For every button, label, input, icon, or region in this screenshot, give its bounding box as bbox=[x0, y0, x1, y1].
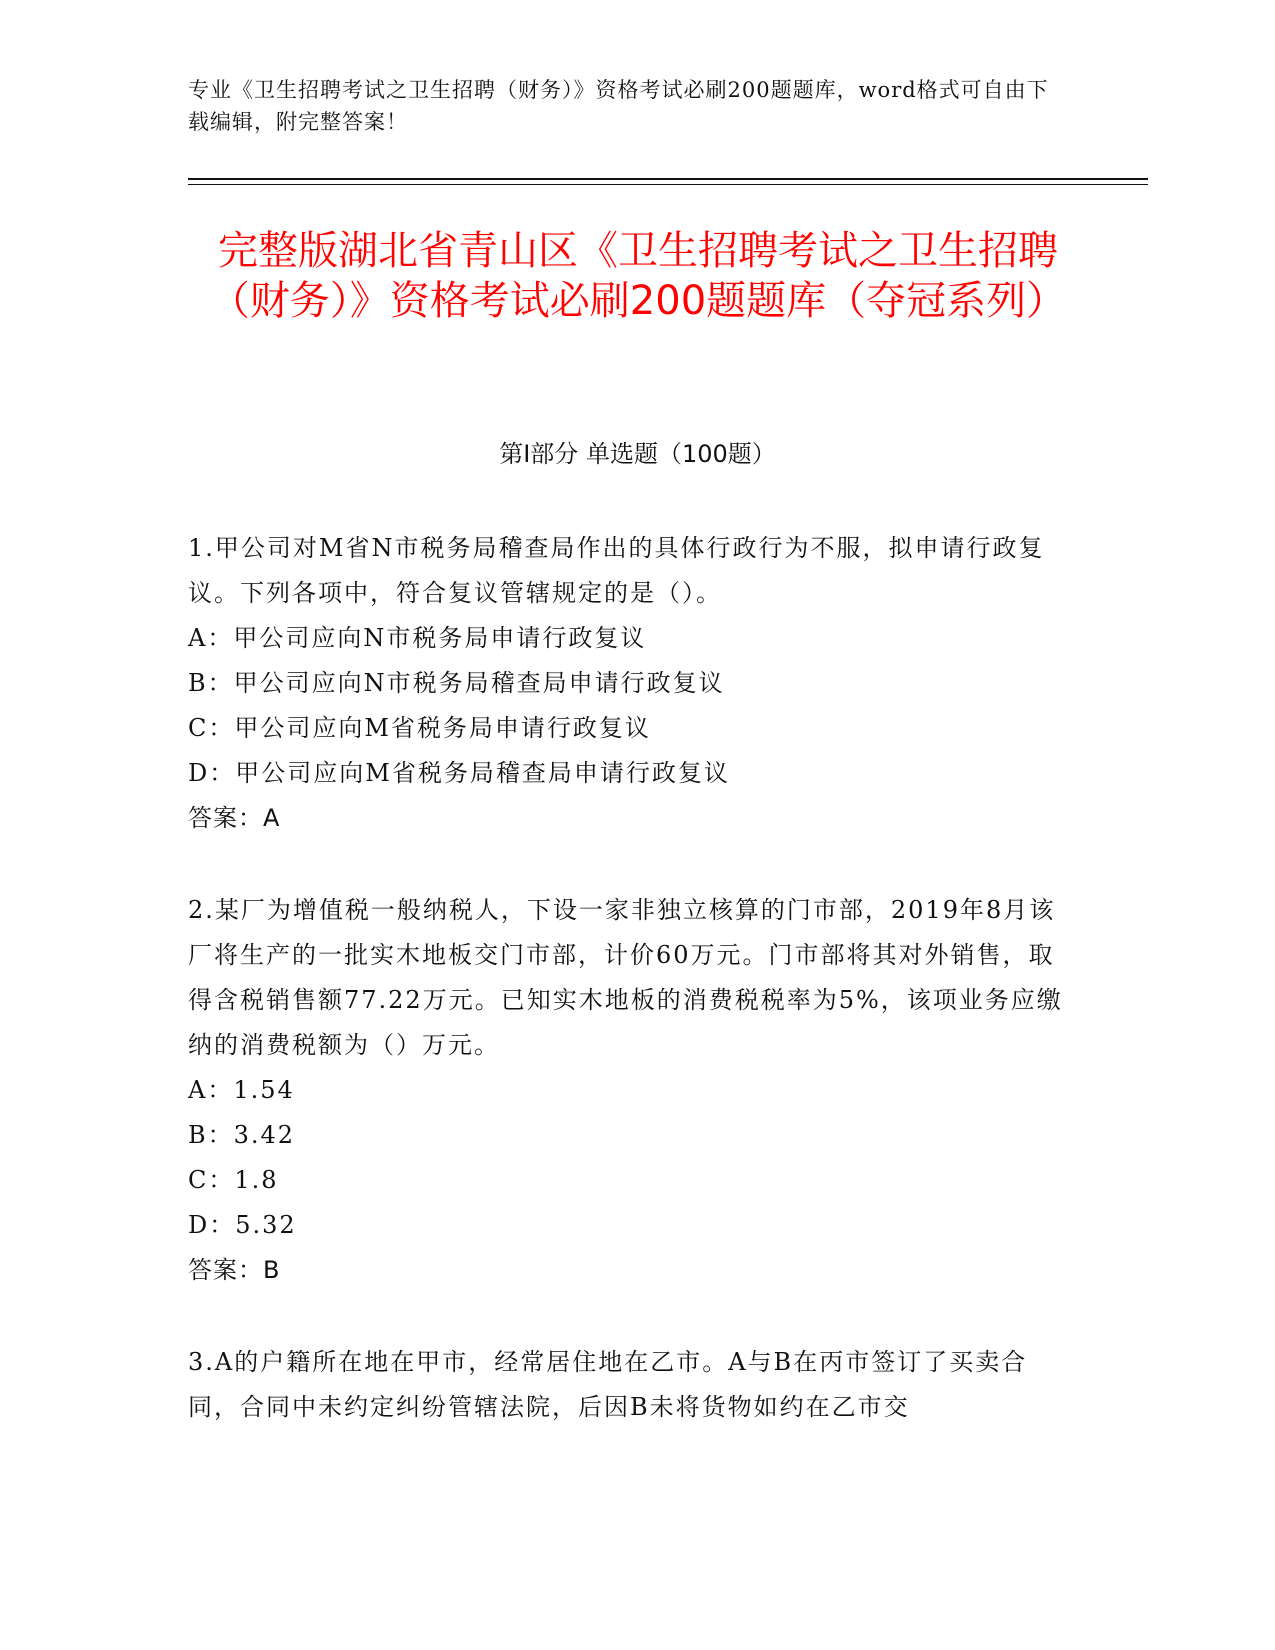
header-divider bbox=[188, 178, 1148, 180]
answer: 答案：B bbox=[188, 1256, 281, 1284]
question-stem: 1.甲公司对M省N市税务局稽查局作出的具体行政行为不服，拟申请行政复议。下列各项中，符合复议管辖规定的是（）。 bbox=[188, 534, 1045, 607]
question-stem: 3.A的户籍所在地在甲市，经常居住地在乙市。A与B在丙市签订了买卖合同，合同中未约定纠纷管辖法院，后因B未将货物如约在乙市交 bbox=[188, 1348, 1028, 1421]
header-divider-thin bbox=[188, 184, 1148, 185]
option-a: A：甲公司应向N市税务局申请行政复议 bbox=[188, 624, 647, 652]
header-note: 专业《卫生招聘考试之卫生招聘（财务）》资格考试必刷200题题库，word格式可自由下载编辑，附完整答案！ bbox=[188, 78, 1049, 134]
question-stem: 2.某厂为增值税一般纳税人，下设一家非独立核算的门市部，2019年8月该厂将生产的一批实木地板交门市部，计价60万元。门市部将其对外销售，取得含税销售额77.22万元。已知实木地板的消费税税率为5%，该项业务应缴纳的消费税额为（）万元。 bbox=[188, 896, 1063, 1059]
option-c: C：1.8 bbox=[188, 1166, 279, 1194]
section-heading: 第Ⅰ部分 单选题（100题） bbox=[499, 440, 776, 468]
option-d: D：甲公司应向M省税务局稽查局申请行政复议 bbox=[188, 759, 730, 787]
question-2 bbox=[188, 888, 1068, 1293]
question-1 bbox=[188, 526, 1068, 841]
document-title: 完整版湖北省青山区《卫生招聘考试之卫生招聘（财务）》资格考试必刷200题题库（夺冠系列） bbox=[209, 228, 1067, 324]
option-b: B：3.42 bbox=[188, 1121, 296, 1149]
option-a: A：1.54 bbox=[188, 1076, 295, 1104]
answer: 答案：A bbox=[188, 804, 281, 832]
question-3 bbox=[188, 1340, 1068, 1430]
option-b: B：甲公司应向N市税务局稽查局申请行政复议 bbox=[188, 669, 725, 697]
option-c: C：甲公司应向M省税务局申请行政复议 bbox=[188, 714, 651, 742]
option-d: D：5.32 bbox=[188, 1211, 297, 1239]
